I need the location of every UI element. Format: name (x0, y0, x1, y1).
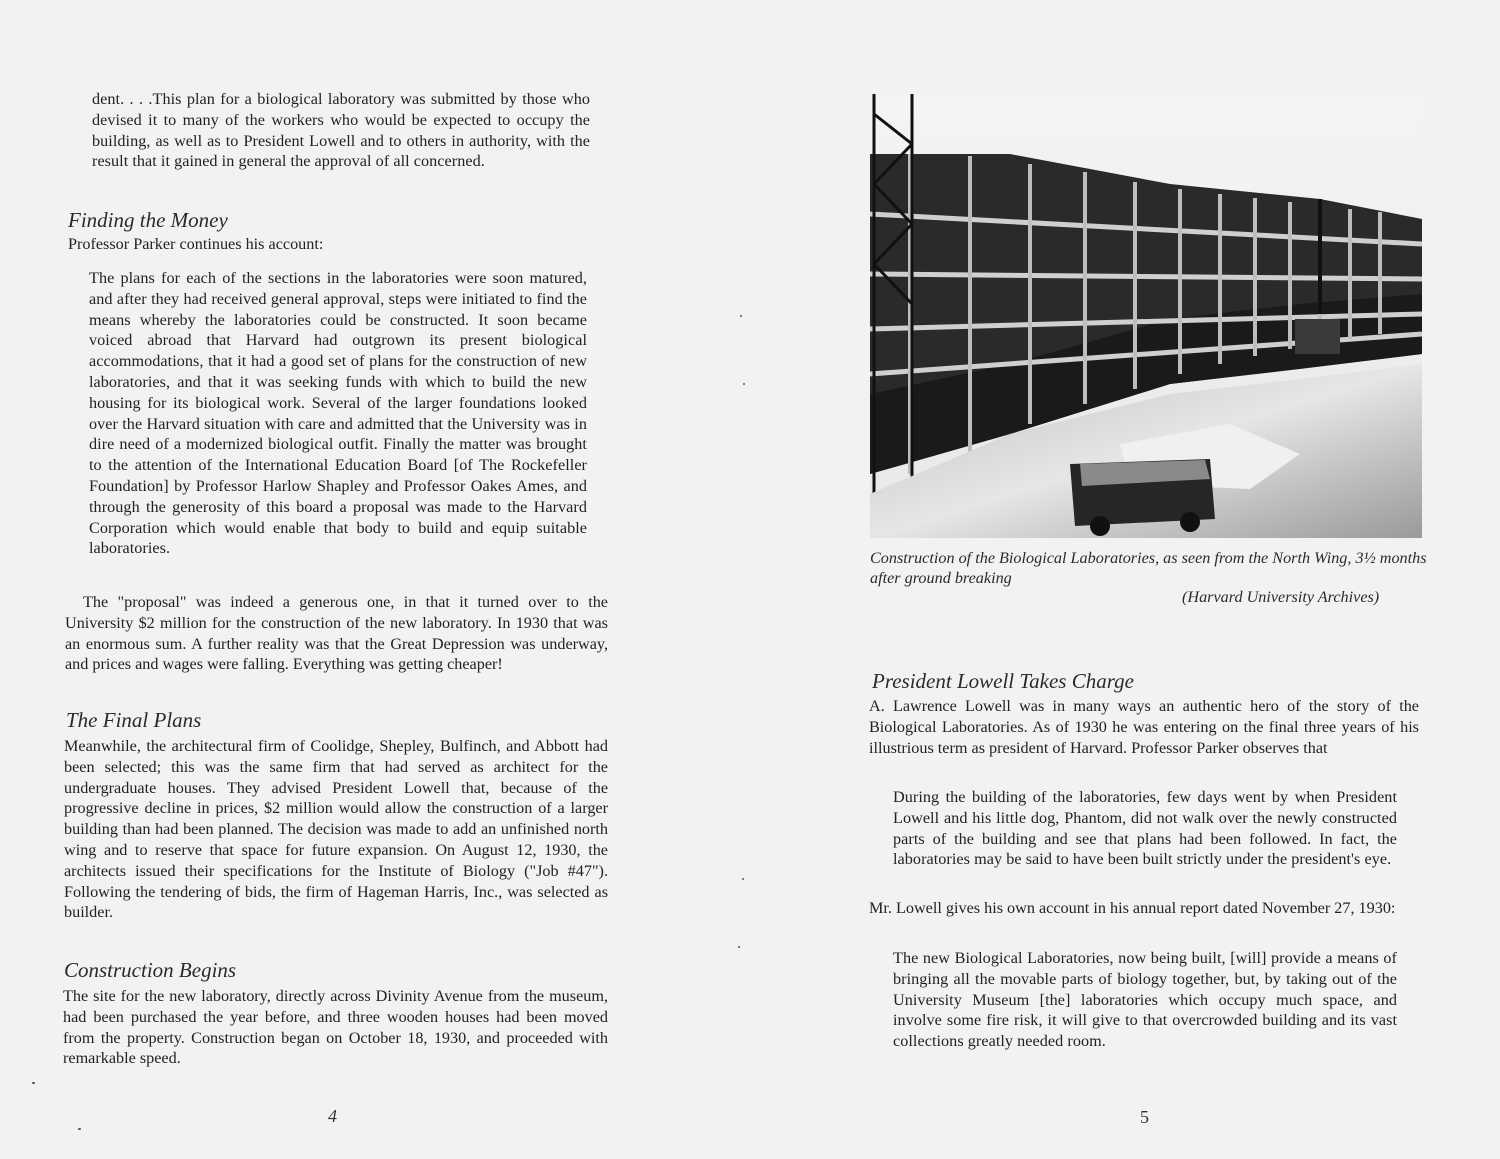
annual-report-paragraph: Mr. Lowell gives his own account in his annual report dated November 27, 1930: (869, 899, 1396, 917)
scan-speck (740, 315, 742, 317)
parker-quote-lowell: During the building of the laboratories, few days went by when President Lowell and his little dog, Phantom, did not walk over the newly constructed parts of the building and see that plans had been followed. In fact, the laboratories may be said to have been built strictly under the president's eye. (893, 788, 1397, 869)
construction-photo (870, 94, 1422, 538)
scan-speck (742, 878, 744, 880)
page-number-left: 4 (328, 1106, 337, 1126)
proposal-paragraph: The "proposal" was indeed a generous one, in that it turned over to the University $2 million for the construction of the new laboratory. In 1930 that was an enormous sum. A further reality was that the Great Depression was underway, and prices and wages were falling. Everything was getting cheaper! (65, 593, 608, 674)
construction-photo-illustration (870, 94, 1422, 538)
heading-president-lowell: President Lowell Takes Charge (872, 669, 1134, 693)
construction-begins-paragraph: The site for the new laboratory, directly across Divinity Avenue from the museum, had been purchased the year before, and three wooden houses had been moved from the property. Construction began on October 18, 1930, and proceeded with remarkable speed. (63, 987, 608, 1068)
scan-speck (743, 383, 745, 385)
lowell-intro-paragraph: A. Lawrence Lowell was in many ways an authentic hero of the story of the Biological Laboratories. As of 1930 he was entering on the final three years of his illustrious term as president of Harvard. Professor Parker observes that (869, 697, 1419, 757)
finding-money-intro: Professor Parker continues his account: (68, 235, 324, 253)
photo-caption: Construction of the Biological Laboratories, as seen from the North Wing, 3½ months after ground breaking (870, 549, 1427, 587)
scan-speck (78, 1128, 81, 1130)
parker-quote-funding: The plans for each of the sections in the laboratories were soon matured, and after they had received general approval, steps were initiated to find the means whereby the laboratories could be constructed. It soon became voiced abroad that Harvard had outgrown its present biological accommodations, that it had a good set of plans for the construction of new laboratories, and that it was seeking funds with which to build the new housing for its biological work. Several of the larger foundations looked over the Harvard situation with care and admitted that the University was in dire need of a modernized biological outfit. Finally the matter was brought to the attention of the International Education Board [of The Rockefeller Foundation] by Professor Harlow Shapley and Professor Oakes Ames, and through the generosity of this board a proposal was made to the Harvard Corporation which would enable that body to build and equip suitable laboratories. (89, 269, 587, 558)
lowell-report-quote: The new Biological Laboratories, now being built, [will] provide a means of bringing all the movable parts of biology together, but, by taking out of the University Museum [the] laboratories which occupy much space, and involve some fire risk, it will give to that overcrowded building and its vast collections greatly needed room. (893, 949, 1397, 1051)
photo-credit: (Harvard University Archives) (1182, 588, 1380, 606)
scan-speck (738, 946, 740, 948)
quote-continuation: dent. . . .This plan for a biological laboratory was submitted by those who devised it to many of the workers who would be expected to occupy the building, as well as to President Lowell and to others in authority, with the result that it gained in general the approval of all concerned. (92, 90, 590, 171)
heading-finding-the-money: Finding the Money (68, 208, 228, 232)
heading-final-plans: The Final Plans (66, 708, 202, 732)
final-plans-paragraph: Meanwhile, the architectural firm of Coolidge, Shepley, Bulfinch, and Abbott had been selected; this was the same firm that had served as architect for the undergraduate houses. They advised President Lowell that, because of the progressive decline in prices, $2 million would allow the construction of a larger building than had been planned. The decision was made to add an unfinished north wing and to reserve that space for future expansion. On August 12, 1930, the architects issued their specifications for the Institute of Biology ("Job #47"). Following the tendering of bids, the firm of Hageman Harris, Inc., was selected as builder. (64, 737, 608, 922)
page-number-right: 5 (1140, 1107, 1149, 1127)
heading-construction-begins: Construction Begins (64, 958, 237, 982)
scan-speck (32, 1082, 35, 1084)
